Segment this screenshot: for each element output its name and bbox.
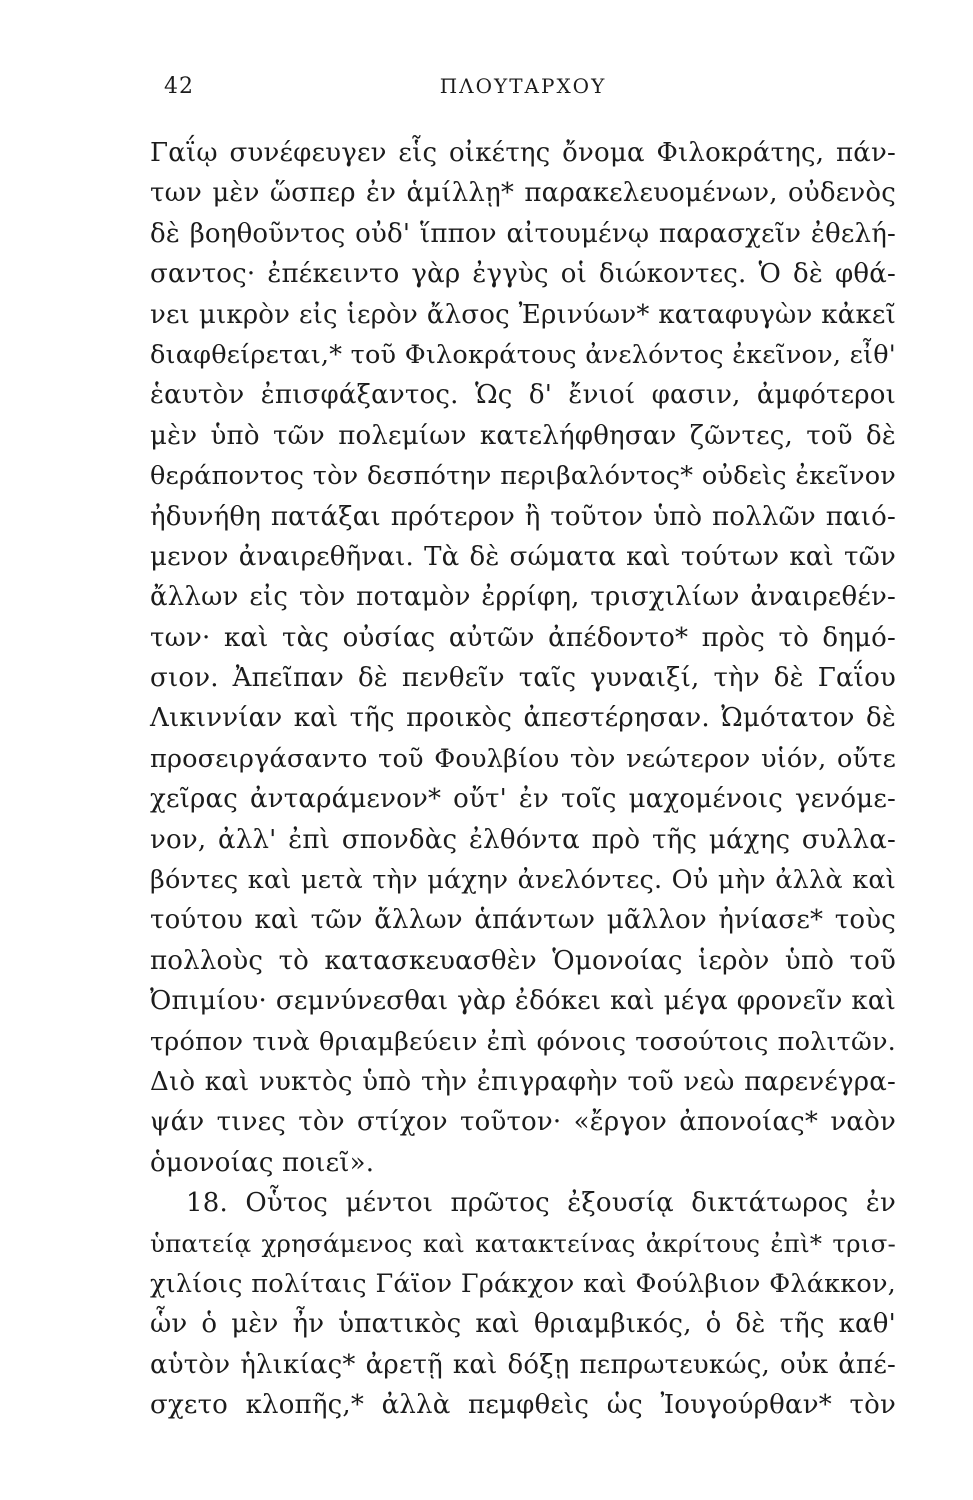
text-line: πολλοὺς τὸ κατασκευασθὲν Ὁμονοίας ἱερὸν ὑπὸ τοῦ (150, 945, 896, 976)
text-line: διαφθείρεται,* τοῦ Φιλοκράτους ἀνελόντος ἐκεῖνον, εἶθ' (150, 339, 896, 370)
page-header (150, 74, 896, 110)
text-line: νει μικρὸν εἰς ἱερὸν ἄλσος Ἐρινύων* καταφυγὼν κἀκεῖ (150, 299, 896, 330)
page-number: 42 (164, 74, 194, 99)
text-line: τούτου καὶ τῶν ἄλλων ἁπάντων μᾶλλον ἠνίασε* τοὺς (150, 905, 896, 936)
running-title: ΠΛΟΥΤΑΡΧΟΥ (439, 74, 607, 98)
text-line: ἠδυνήθη πατάξαι πρότερον ἢ τοῦτον ὑπὸ πολλῶν παιό- (150, 501, 896, 532)
text-line: σχετο κλοπῆς,* ἀλλὰ πεμφθεὶς ὡς Ἰουγούρθαν* τὸν (150, 1390, 896, 1421)
text-line: βόντες καὶ μετὰ τὴν μάχην ἀνελόντες. Οὐ μὴν ἀλλὰ καὶ (150, 865, 896, 896)
text-line: μενον ἀναιρεθῆναι. Τὰ δὲ σώματα καὶ τούτων καὶ τῶν (150, 541, 896, 572)
text-line: Διὸ καὶ νυκτὸς ὑπὸ τὴν ἐπιγραφὴν τοῦ νεὼ παρενέγρα- (150, 1066, 896, 1097)
text-line: τρόπον τινὰ θριαμβεύειν ἐπὶ φόνοις τοσούτοις πολιτῶν. (150, 1026, 896, 1057)
text-line: ἑαυτὸν ἐπισφάξαντος. Ὡς δ' ἔνιοί φασιν, ἀμφότεροι (150, 380, 896, 411)
text-line: Λικιννίαν καὶ τῆς προικὸς ἀπεστέρησαν. Ὠμότατον δὲ (150, 703, 896, 734)
text-line: χεῖρας ἀνταράμενον* οὔτ' ἐν τοῖς μαχομένοις γενόμε- (150, 784, 896, 815)
text-line: των· καὶ τὰς οὐσίας αὐτῶν ἀπέδοντο* πρὸς τὸ δημό- (150, 622, 896, 653)
text-line: προσειργάσαντο τοῦ Φουλβίου τὸν νεώτερον υἱόν, οὔτε (150, 743, 896, 774)
text-line: θεράποντος τὸν δεσπότην περιβαλόντος* οὐδεὶς ἐκεῖνον (150, 461, 896, 492)
section-start-line: 18. Οὗτος μέντοι πρῶτος ἐξουσίᾳ δικτάτωρος ἐν (186, 1188, 896, 1219)
text-line: αὑτὸν ἡλικίας* ἀρετῇ καὶ δόξῃ πεπρωτευκώς, οὐκ ἀπέ- (150, 1349, 896, 1380)
text-line: σιον. Ἀπεῖπαν δὲ πενθεῖν ταῖς γυναιξί, τὴν δὲ Γαΐου (150, 663, 896, 694)
paragraph-last-line: ὁμονοίας ποιεῖ». (150, 1147, 375, 1178)
text-line: των μὲν ὥσπερ ἐν ἁμίλλῃ* παρακελευομένων, οὐδενὸς (150, 178, 896, 209)
text-line: ὧν ὁ μὲν ἦν ὑπατικὸς καὶ θριαμβικός, ὁ δὲ τῆς καθ' (150, 1309, 896, 1340)
text-line: ὑπατείᾳ χρησάμενος καὶ κατακτείνας ἀκρίτους ἐπὶ* τρισ- (150, 1228, 896, 1258)
text-line: χιλίοις πολίταις Γάϊον Γράκχον καὶ Φούλβιον Φλάκκον, (150, 1268, 896, 1299)
text-line: μὲν ὑπὸ τῶν πολεμίων κατελήφθησαν ζῶντες, τοῦ δὲ (150, 420, 896, 451)
text-line: σαντος· ἐπέκειντο γὰρ ἐγγὺς οἱ διώκοντες. Ὁ δὲ φθά- (150, 259, 896, 290)
text-line: Ὀπιμίου· σεμνύνεσθαι γὰρ ἐδόκει καὶ μέγα φρονεῖν καὶ (150, 986, 896, 1017)
text-line: νον, ἀλλ' ἐπὶ σπονδὰς ἐλθόντα πρὸ τῆς μάχης συλλα- (150, 824, 896, 855)
text-line: ψάν τινες τὸν στίχον τοῦτον· «ἔργον ἀπονοίας* ναὸν (150, 1107, 896, 1138)
body-text (150, 133, 896, 1426)
text-line: Γαΐῳ συνέφευγεν εἷς οἰκέτης ὄνομα Φιλοκράτης, πάν- (150, 138, 896, 168)
text-line: ἄλλων εἰς τὸν ποταμὸν ἐρρίφη, τρισχιλίων ἀναιρεθέν- (150, 582, 896, 613)
text-line: δὲ βοηθοῦντος οὐδ' ἵππον αἰτουμένῳ παρασχεῖν ἐθελή- (150, 218, 896, 249)
